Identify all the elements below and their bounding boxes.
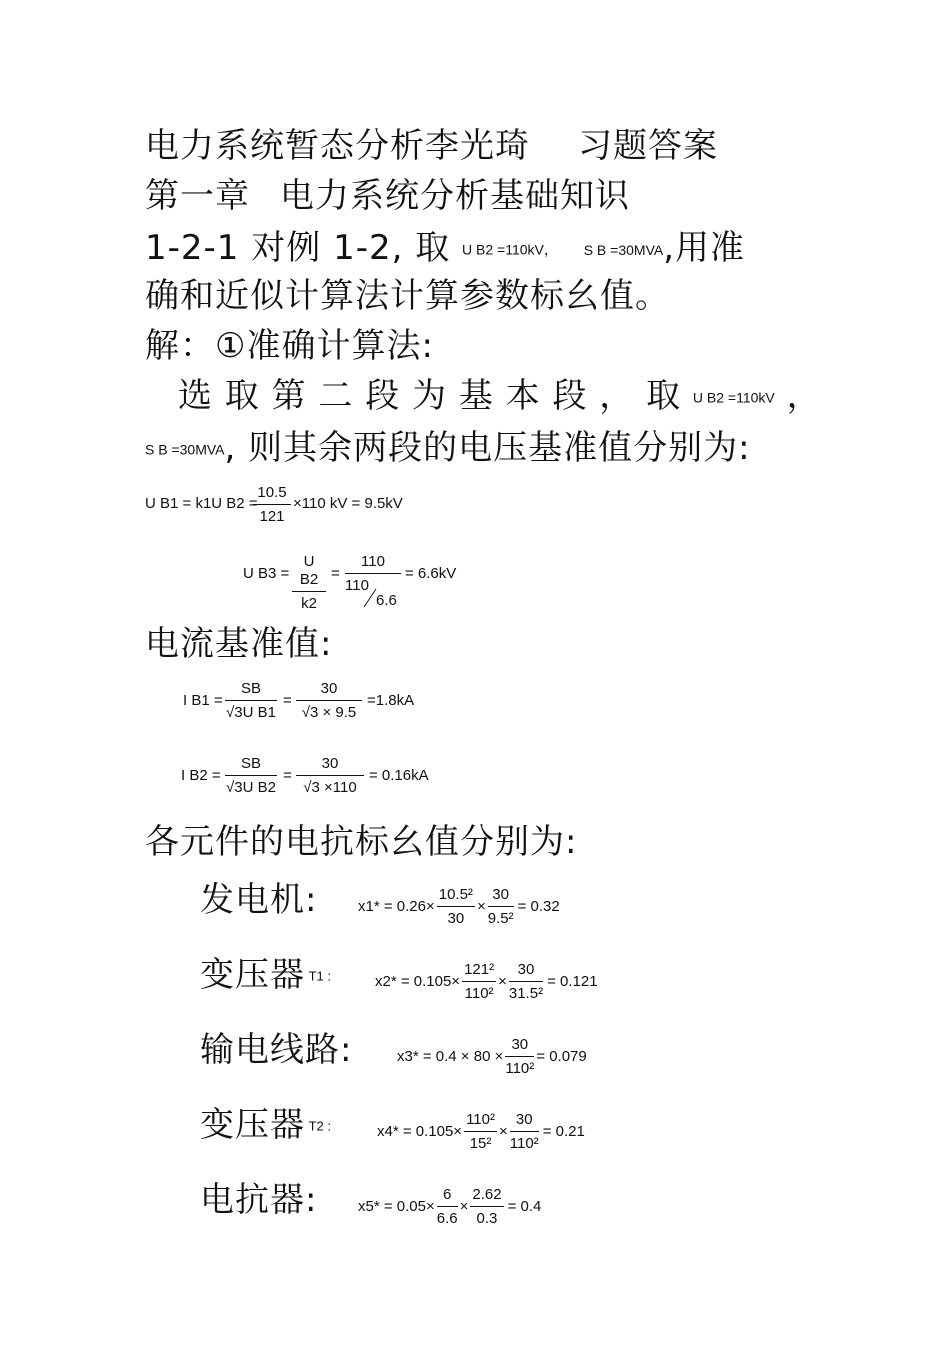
problem-ref: 1-2, (333, 228, 404, 268)
element-fraction-1 (505, 1036, 534, 1078)
para1-text-b: ， (786, 376, 822, 416)
element-times: × (476, 898, 486, 915)
eq-ub3-lhs: U B3 = (243, 565, 290, 582)
element-times: × (498, 973, 507, 990)
element-label-text: 电抗器: (200, 1180, 318, 1220)
element-num-1: 6 (437, 1186, 458, 1207)
eq-ub3-den2b: 6.6 (376, 592, 397, 609)
element-label (200, 955, 331, 997)
para1-text-a: 选 取 第 二 段 为 基 本 段 ， 取 (178, 376, 682, 416)
current-heading: 电流基准值: (145, 624, 333, 664)
element-eq-lhs: x2* = 0.105× (375, 973, 461, 990)
element-num-2: 30 (488, 886, 514, 907)
element-num-1: 110² (464, 1111, 497, 1132)
element-fraction-1 (437, 886, 475, 928)
eq-ub3-fraction-1 (292, 553, 326, 613)
element-den-1: 110² (464, 985, 494, 1002)
eq-ib1-den1: √3U B1 (226, 704, 276, 721)
element-fraction-1 (464, 1111, 497, 1153)
element-fraction-2 (470, 1186, 503, 1228)
element-eq-lhs: x3* = 0.4 × 80 × (397, 1048, 504, 1065)
element-fraction-1 (462, 961, 496, 1003)
element-tag: T1 : (305, 968, 332, 984)
element-num-1: 30 (505, 1036, 534, 1057)
element-den-1: 30 (447, 910, 465, 927)
eq-ib1-num2: 30 (296, 680, 362, 701)
title-text: 电力系统暂态分析李光琦 (145, 126, 530, 166)
eq-ub1-den: 121 (259, 508, 285, 525)
chapter-number: 第一章 (145, 176, 250, 216)
problem-line-1 (145, 228, 745, 270)
element-fraction-2 (510, 1111, 539, 1153)
page-title (145, 126, 718, 166)
eq-ub3-num2: 110 (345, 553, 401, 574)
element-eq-lhs: x1* = 0.26× (358, 898, 435, 915)
element-label-text: 变压器 (200, 1105, 305, 1145)
problem-number: 1-2-1 (145, 228, 240, 268)
eq-ub3-den2a: 110 (345, 577, 369, 594)
element-den-1: 6.6 (436, 1210, 458, 1227)
para1-line-2 (145, 428, 751, 470)
element-den-2: 110² (509, 1135, 539, 1152)
element-times: × (459, 1198, 469, 1215)
element-eq-rhs: = 0.32 (517, 898, 560, 915)
element-label (200, 880, 317, 920)
eq-ib2-den1: √3U B2 (226, 779, 276, 796)
eq-ib2-rhs: = 0.16kA (369, 767, 429, 784)
para1-text-c: , 则其余两段的电压基准值分别为: (224, 428, 751, 468)
problem-cond-sb: S B =30MVA (583, 241, 664, 258)
eq-ib2-den2: √3 ×110 (303, 779, 357, 796)
problem-cond-ub2: U B2 =110kV， (462, 241, 558, 258)
element-den-2: 0.3 (476, 1210, 498, 1227)
eq-ib1-rhs: =1.8kA (367, 692, 415, 709)
eq-ib2-fraction-1 (225, 755, 277, 797)
problem-text-a: 对例 (251, 228, 322, 268)
element-num-2: 30 (509, 961, 543, 982)
eq-ib1-fraction-1 (225, 680, 277, 722)
reactance-heading: 各元件的电抗标幺值分别为: (145, 822, 578, 862)
element-eq-rhs: = 0.121 (547, 973, 598, 990)
element-den-2: 9.5² (487, 910, 514, 927)
eq-ib2-fraction-2 (296, 755, 364, 797)
eq-ub1-lhs: U B1 = k1U B2 = (145, 495, 258, 512)
element-num-2: 30 (510, 1111, 539, 1132)
eq-ib1-num1: SB (225, 680, 277, 701)
solution-heading: 解：①准确计算法: (145, 326, 434, 366)
element-fraction-2 (488, 886, 514, 928)
chapter-heading (145, 176, 630, 216)
element-times: × (499, 1123, 508, 1140)
element-num-2: 2.62 (470, 1186, 503, 1207)
problem-text-b: 取 (415, 228, 451, 268)
element-den-1: 110² (505, 1060, 535, 1077)
element-fraction-1 (437, 1186, 458, 1228)
eq-ib1-den2: √3 × 9.5 (301, 704, 357, 721)
element-num-1: 10.5² (437, 886, 475, 907)
para1-ub2: U B2 =110kV (692, 389, 775, 406)
element-eq-lhs: x4* = 0.105× (377, 1123, 463, 1140)
element-fraction-2 (509, 961, 543, 1003)
eq-ib2-num2: 30 (296, 755, 364, 776)
element-label-text: 变压器 (200, 955, 305, 995)
para1-line-1 (178, 376, 822, 418)
eq-ib2-num1: SB (225, 755, 277, 776)
element-label (200, 1180, 317, 1220)
element-eq-rhs: = 0.079 (536, 1048, 587, 1065)
eq-ub1-num: 10.5 (253, 484, 291, 505)
eq-ub1-fraction (253, 484, 291, 526)
para1-sb: S B =30MVA (145, 441, 225, 458)
element-den-1: 15² (469, 1135, 492, 1152)
element-eq-rhs: = 0.4 (507, 1198, 542, 1215)
element-num-1: 121² (462, 961, 496, 982)
eq-ub3-num1: U B2 (292, 553, 326, 592)
element-eq-rhs: = 0.21 (542, 1123, 585, 1140)
eq-ib2-lhs: I B2 = (181, 767, 221, 784)
eq-ib1-lhs: I B1 = (183, 692, 223, 709)
element-label (200, 1030, 352, 1070)
problem-text-c: ,用准 (663, 228, 746, 268)
eq-ub1-rhs: ×110 kV = 9.5kV (293, 495, 403, 512)
title-suffix: 习题答案 (578, 126, 718, 166)
problem-line-2: 确和近似计算法计算参数标幺值。 (145, 276, 670, 316)
eq-ub3-rhs: = 6.6kV (405, 565, 457, 582)
eq-ib1-equals: = (283, 692, 292, 709)
element-eq-lhs: x5* = 0.05× (358, 1198, 435, 1215)
element-label-text: 输电线路: (200, 1030, 353, 1070)
eq-ub3-den1: k2 (301, 595, 317, 612)
eq-ub3-equals: = (331, 565, 340, 582)
eq-ib2-equals: = (283, 767, 292, 784)
element-den-2: 31.5² (508, 985, 544, 1002)
element-tag: T2 : (305, 1118, 332, 1134)
eq-ib1-fraction-2 (296, 680, 362, 722)
chapter-title: 电力系统分析基础知识 (280, 176, 630, 216)
element-label (200, 1105, 331, 1147)
element-label-text: 发电机: (200, 880, 318, 920)
